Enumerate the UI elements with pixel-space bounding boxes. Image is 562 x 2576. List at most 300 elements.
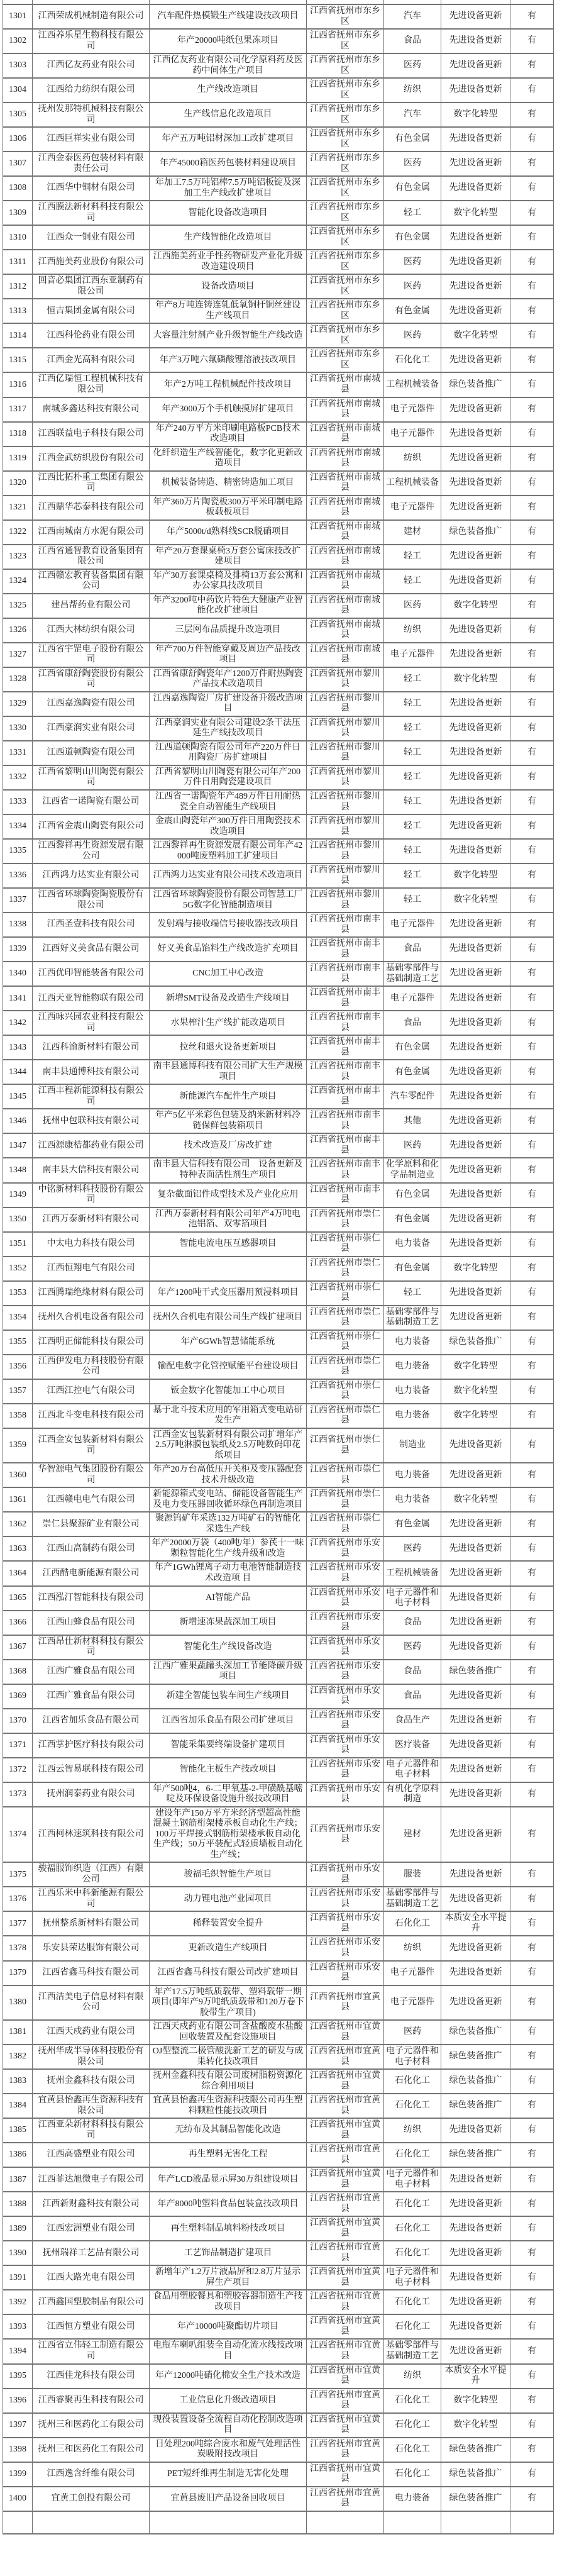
location-cell: 江西省抚州市乐安县: [307, 1684, 384, 1709]
table-row: [3, 692, 554, 716]
project-name-cell: 生产线智能化改造项目: [150, 225, 307, 250]
table-row: [3, 2167, 554, 2192]
company-name-cell: 骏福服饰织造（江西）有限公司: [33, 1862, 150, 1887]
industry-cell: 轻工: [384, 1281, 441, 1306]
equipped-flag-cell: 有: [510, 2167, 554, 2192]
table-row: [3, 127, 554, 152]
industry-cell: 有色金属: [384, 1183, 441, 1208]
project-name-cell: 日处理200吨综合废水和废气处理活性炭吸附技改项目: [150, 2438, 307, 2462]
equipped-flag-cell: 有: [510, 2192, 554, 2216]
table-row: [3, 274, 554, 299]
company-name-cell: 江西大路光电有限公司: [33, 2265, 150, 2290]
industry-cell: 电力装备: [384, 1232, 441, 1257]
company-name-cell: 抚州三和医药化工有限公司: [33, 2413, 150, 2438]
table-row-partial-top: [3, 0, 554, 4]
company-name-cell: 南丰县通博科技有限公司: [33, 1060, 150, 1084]
company-name-cell: 江西南城南方水泥有限公司: [33, 520, 150, 545]
company-name-cell: 江西道顿陶瓷有限公司: [33, 741, 150, 765]
industry-cell: 轻工: [384, 888, 441, 913]
project-name-cell: 金震山陶瓷年产300万件日用陶瓷技术改造项目: [150, 814, 307, 839]
table-row: [3, 1733, 554, 1758]
table-row: [3, 1035, 554, 1060]
project-name-cell: 年产17.5万吨纸质载带、塑料载带一期项目(即年产9万吨纸质载带和120万卷下胶带生产项目): [150, 1985, 307, 2021]
upgrade-category-cell: 先进设备更新: [441, 839, 510, 863]
row-number-cell: 1337: [3, 888, 33, 913]
equipped-flag-cell: 有: [510, 422, 554, 447]
equipped-flag-cell: 有: [510, 1281, 554, 1306]
row-number-cell: 1318: [3, 422, 33, 447]
location-cell: 江西省抚州市崇仁县: [307, 1330, 384, 1355]
industry-cell: 有色金属: [384, 1035, 441, 1060]
upgrade-category-cell: 先进设备更新: [441, 152, 510, 176]
company-name-cell: 江西山高制药有限公司: [33, 1536, 150, 1561]
table-row: [3, 618, 554, 643]
industry-cell: 电力装备: [384, 1487, 441, 1512]
table-row: [3, 2143, 554, 2167]
industry-cell: 电子元器件和电子材料: [384, 2265, 441, 2290]
upgrade-category-cell: 先进设备更新: [441, 643, 510, 667]
row-number-cell: 1341: [3, 986, 33, 1011]
table-row: [3, 1379, 554, 1404]
row-number-cell: 1306: [3, 127, 33, 152]
table-row: [3, 2094, 554, 2118]
upgrade-category-cell: 数字化转型: [441, 2389, 510, 2413]
equipped-flag-cell: 有: [510, 790, 554, 814]
row-number-cell: 1399: [3, 2462, 33, 2487]
project-name-cell: 宜黄县废旧产品设备回收项目: [150, 2487, 307, 2511]
company-name-cell: 抚州瑞祥工艺品有限公司: [33, 2241, 150, 2265]
table-cell-empty: [384, 0, 441, 4]
company-name-cell: 江西黎祥再生资源发展有限公司: [33, 839, 150, 863]
location-cell: 江西省抚州市宜黄县: [307, 2045, 384, 2069]
equipped-flag-cell: 有: [510, 2143, 554, 2167]
equipped-flag-cell: 有: [510, 2069, 554, 2094]
company-name-cell: 江西万泰新材料有限公司: [33, 1208, 150, 1232]
upgrade-category-cell: 先进设备更新: [441, 29, 510, 53]
table-row: [3, 1985, 554, 2021]
industry-cell: 轻工: [384, 741, 441, 765]
project-name-cell: 年产20万台高低压开关柜及变压器配套技术升级改造: [150, 1463, 307, 1487]
project-name-cell: 设备改造项目: [150, 274, 307, 299]
company-name-cell: 江西恒方塑业有限公司: [33, 2314, 150, 2339]
project-name-cell: 年产10000吨聚酯切片项目: [150, 2314, 307, 2339]
project-name-cell: 年产20万套课桌椅3万套公寓床技改扩建项目: [150, 545, 307, 569]
project-name-cell: 江西省康舒陶瓷年产1200万件耐热陶瓷产品技术改造项目: [150, 667, 307, 692]
company-name-cell: 回音必集团江西东亚制药有限公司: [33, 274, 150, 299]
upgrade-category-cell: 先进设备更新: [441, 1183, 510, 1208]
project-name-cell: CNC加工中心改造: [150, 962, 307, 986]
equipped-flag-cell: 有: [510, 1011, 554, 1035]
location-cell: 江西省抚州市南丰县: [307, 1133, 384, 1158]
upgrade-category-cell: 先进设备更新: [441, 2216, 510, 2241]
equipped-flag-cell: 有: [510, 839, 554, 863]
row-number-cell: 1356: [3, 1355, 33, 1379]
location-cell: 江西省抚州市南丰县: [307, 1060, 384, 1084]
row-number-cell: 1353: [3, 1281, 33, 1306]
company-name-cell: 崇仁县聚源矿业有限公司: [33, 1512, 150, 1536]
industry-cell: 石化化工: [384, 2462, 441, 2487]
upgrade-category-cell: 先进设备更新: [441, 1887, 510, 1911]
industry-cell: 电子元器件: [384, 422, 441, 447]
project-name-cell: 再生塑料无害化工程: [150, 2143, 307, 2167]
row-number-cell: 1344: [3, 1060, 33, 1084]
table-row: [3, 496, 554, 520]
table-row: [3, 1961, 554, 1985]
industry-cell: 基础零部件与基础制造工艺: [384, 962, 441, 986]
company-name-cell: 江西佳龙科技有限公司: [33, 2364, 150, 2389]
upgrade-category-cell: 先进设备更新: [441, 1985, 510, 2021]
company-name-cell: 江西鑫国塑胶制品有限公司: [33, 2290, 150, 2314]
company-name-cell: 江西施美药业股份有限公司: [33, 250, 150, 274]
location-cell: 江西省抚州市宜黄县: [307, 2339, 384, 2363]
equipped-flag-cell: 有: [510, 1330, 554, 1355]
company-name-cell: 江西宏洲塑业有限公司: [33, 2216, 150, 2241]
row-number-cell: 1365: [3, 1586, 33, 1611]
upgrade-category-cell: 先进设备更新: [441, 176, 510, 201]
project-name-cell: 智能采集要终端设备扩建项目: [150, 1733, 307, 1758]
table-row: [3, 176, 554, 201]
company-name-cell: 南丰县大信科技有限公司: [33, 1158, 150, 1182]
equipped-flag-cell: 有: [510, 496, 554, 520]
location-cell: 江西省抚州市东乡区: [307, 348, 384, 372]
equipped-flag-cell: 有: [510, 1961, 554, 1985]
upgrade-category-cell: 绿色装备推广: [441, 1660, 510, 1684]
equipped-flag-cell: 有: [510, 913, 554, 937]
equipped-flag-cell: 有: [510, 2045, 554, 2069]
project-name-cell: 新增年产1.2万片液晶屏和2.8万片显示屏生产项目: [150, 2265, 307, 2290]
industry-cell: 轻工: [384, 716, 441, 741]
location-cell: 江西省抚州市宜黄县: [307, 2413, 384, 2438]
location-cell: 江西省抚州市乐安县: [307, 1660, 384, 1684]
equipped-flag-cell: 有: [510, 1807, 554, 1863]
table-row: [3, 1281, 554, 1306]
table-row: [3, 1133, 554, 1158]
location-cell: 江西省抚州市东乡区: [307, 225, 384, 250]
company-name-cell: 抚州润泰药业有限公司: [33, 1782, 150, 1807]
row-number-cell: 1348: [3, 1158, 33, 1182]
equipped-flag-cell: 有: [510, 1684, 554, 1709]
upgrade-category-cell: 先进设备更新: [441, 2118, 510, 2143]
table-cell-empty: [441, 2511, 510, 2534]
location-cell: 江西省抚州市宜黄县: [307, 2364, 384, 2389]
company-name-cell: 江西省宇罡电子股份有限公司: [33, 643, 150, 667]
industry-cell: 有色金属: [384, 127, 441, 152]
industry-cell: 电子元器件和电子材料: [384, 2045, 441, 2069]
equipped-flag-cell: 有: [510, 2241, 554, 2265]
industry-cell: 石化化工: [384, 2438, 441, 2462]
location-cell: 江西省抚州市宜黄县: [307, 2216, 384, 2241]
company-name-cell: 江西养乐星生物科技有限公司: [33, 29, 150, 53]
company-name-cell: 乐安县荣达服饰有限公司: [33, 1936, 150, 1960]
company-name-cell: 江西金泰医药包装材料有限责任公司: [33, 152, 150, 176]
project-name-cell: 复杂截面铝件成型技术及产业化应用: [150, 1183, 307, 1208]
table-row: [3, 1428, 554, 1463]
table-row: [3, 2020, 554, 2045]
company-name-cell: 江西大林纺织有限公司: [33, 618, 150, 643]
project-name-cell: 江西黎祥再生资源发展有限公司年产42000吨废塑料加工扩建项目: [150, 839, 307, 863]
equipped-flag-cell: 有: [510, 1257, 554, 1281]
equipped-flag-cell: 有: [510, 4, 554, 29]
project-name-cell: 年产3万吨六氟磷酸锂溶液技改项目: [150, 348, 307, 372]
project-name-cell: 好义美食品馅料生产线改造扩充项目: [150, 937, 307, 962]
row-number-cell: 1392: [3, 2290, 33, 2314]
table-row: [3, 1512, 554, 1536]
project-name-cell: 智能化主板生产技改项目: [150, 1758, 307, 1782]
table-row: [3, 1911, 554, 1936]
upgrade-category-cell: 先进设备更新: [441, 348, 510, 372]
industry-cell: 医药: [384, 250, 441, 274]
location-cell: 江西省抚州市宜黄县: [307, 2192, 384, 2216]
equipped-flag-cell: 有: [510, 594, 554, 618]
industry-cell: 电子元器件: [384, 986, 441, 1011]
equipped-flag-cell: 有: [510, 1232, 554, 1257]
row-number-cell: 1377: [3, 1911, 33, 1936]
table-cell-empty: [307, 0, 384, 4]
industry-cell: 建材: [384, 1807, 441, 1863]
table-row: [3, 53, 554, 78]
location-cell: 江西省抚州市南城县: [307, 447, 384, 471]
row-number-cell: 1387: [3, 2167, 33, 2192]
company-name-cell: 江西赣宏教育装备集团有限公司: [33, 569, 150, 594]
company-name-cell: 江西华中铜材有限公司: [33, 176, 150, 201]
upgrade-category-cell: 先进设备更新: [441, 496, 510, 520]
company-name-cell: 江西腾瑞绝缘材料有限公司: [33, 1281, 150, 1306]
row-number-cell: 1380: [3, 1985, 33, 2021]
row-number-cell: 1361: [3, 1487, 33, 1512]
company-name-cell: 宜黄工创投有限公司: [33, 2487, 150, 2511]
company-name-cell: 江西泓汀智能科技有限公司: [33, 1586, 150, 1611]
company-name-cell: 恒吉集团金属有限公司: [33, 299, 150, 323]
company-name-cell: 江西省加乐食品有限公司: [33, 1709, 150, 1733]
table-row: [3, 1084, 554, 1109]
table-cell-empty: [3, 2511, 33, 2534]
row-number-cell: 1345: [3, 1084, 33, 1109]
project-name-cell: 江西道顿陶瓷有限公司年产220万件日用陶瓷厂房扩建项目: [150, 741, 307, 765]
company-name-cell: 江西高盛塑业有限公司: [33, 2143, 150, 2167]
table-row: [3, 888, 554, 913]
row-number-cell: 1331: [3, 741, 33, 765]
equipped-flag-cell: 有: [510, 274, 554, 299]
table-row: [3, 2241, 554, 2265]
equipped-flag-cell: 有: [510, 1487, 554, 1512]
industry-cell: 有色金属: [384, 299, 441, 323]
row-number-cell: 1326: [3, 618, 33, 643]
location-cell: 江西省抚州市黎川县: [307, 814, 384, 839]
project-name-cell: 无纺布及其制品智能化改造: [150, 2118, 307, 2143]
row-number-cell: 1373: [3, 1782, 33, 1807]
location-cell: 江西省抚州市南城县: [307, 520, 384, 545]
company-name-cell: 江西睿聚再生科技有限公司: [33, 2389, 150, 2413]
upgrade-category-cell: 先进设备更新: [441, 1133, 510, 1158]
equipped-flag-cell: 有: [510, 888, 554, 913]
industry-cell: 电子元器件: [384, 1985, 441, 2021]
row-number-cell: 1359: [3, 1428, 33, 1463]
upgrade-category-cell: 绿色装备推广: [441, 2438, 510, 2462]
industry-cell: 食品: [384, 1660, 441, 1684]
industry-cell: 建材: [384, 520, 441, 545]
upgrade-category-cell: 绿色装备推广: [441, 520, 510, 545]
project-name-cell: 年产5000t/d熟料线SCR脱硝项目: [150, 520, 307, 545]
location-cell: 江西省抚州市南城县: [307, 422, 384, 447]
industry-cell: 纺织: [384, 1936, 441, 1960]
upgrade-category-cell: 先进设备更新: [441, 1709, 510, 1733]
location-cell: 江西省抚州市黎川县: [307, 692, 384, 716]
equipped-flag-cell: 有: [510, 1084, 554, 1109]
table-row: [3, 2118, 554, 2143]
table-row: [3, 1355, 554, 1379]
equipped-flag-cell: 有: [510, 1936, 554, 1960]
industry-cell: 石化化工: [384, 2241, 441, 2265]
industry-cell: 医药: [384, 1635, 441, 1660]
industry-cell: 电力装备: [384, 1463, 441, 1487]
location-cell: 江西省抚州市宜黄县: [307, 1985, 384, 2021]
table-row: [3, 2462, 554, 2487]
equipped-flag-cell: 有: [510, 471, 554, 496]
project-name-cell: 江西天戍药业有限公司含盐酸废水盐酸回收装置及配套设施项目: [150, 2020, 307, 2045]
row-number-cell: 1350: [3, 1208, 33, 1232]
equipped-flag-cell: 有: [510, 545, 554, 569]
location-cell: 江西省抚州市乐安县: [307, 1561, 384, 1585]
industry-cell: 医疗装备: [384, 1733, 441, 1758]
table-cell-empty: [510, 0, 554, 4]
table-cell-empty: [384, 2511, 441, 2534]
project-name-cell: 年产360万片陶瓷板300万平米印制电路板载板项目: [150, 496, 307, 520]
upgrade-category-cell: 先进设备更新: [441, 814, 510, 839]
industry-cell: 制造业: [384, 1428, 441, 1463]
industry-cell: 轻工: [384, 692, 441, 716]
company-name-cell: 中铭新材料科技股份有限公司: [33, 1183, 150, 1208]
equipped-flag-cell: 有: [510, 1733, 554, 1758]
project-name-cell: 新建全智能包装车间生产线项目: [150, 1684, 307, 1709]
equipped-flag-cell: 有: [510, 250, 554, 274]
project-name-cell: 食品用塑胶餐具和塑胶容器制造生产技改项目: [150, 2290, 307, 2314]
table-row: [3, 2045, 554, 2069]
table-cell-empty: [441, 0, 510, 4]
upgrade-category-cell: 先进设备更新: [441, 741, 510, 765]
table-row: [3, 2364, 554, 2389]
row-number-cell: 1375: [3, 1862, 33, 1887]
company-name-cell: 抚州久合机电设备有限公司: [33, 1306, 150, 1330]
company-name-cell: 江西圣壹科技有限公司: [33, 913, 150, 937]
industry-cell: 纺织: [384, 618, 441, 643]
equipped-flag-cell: 有: [510, 1758, 554, 1782]
table-row: [3, 29, 554, 53]
industry-cell: 医药: [384, 323, 441, 348]
equipped-flag-cell: 有: [510, 962, 554, 986]
equipped-flag-cell: 有: [510, 1463, 554, 1487]
company-name-cell: 江西酷电新能源有限公司: [33, 1561, 150, 1585]
upgrade-category-cell: 先进设备更新: [441, 2339, 510, 2363]
company-name-cell: 江西广雅食品有限公司: [33, 1684, 150, 1709]
company-name-cell: 江西丰程新能源科技有限公司: [33, 1084, 150, 1109]
location-cell: 江西省抚州市崇仁县: [307, 1428, 384, 1463]
industry-cell: 纺织: [384, 447, 441, 471]
location-cell: 江西省抚州市乐安县: [307, 1635, 384, 1660]
project-name-cell: 年产3200吨中药饮片特色大健康产业智能化改扩建项目: [150, 594, 307, 618]
table-row: [3, 1862, 554, 1887]
table-row: [3, 2314, 554, 2339]
row-number-cell: 1363: [3, 1536, 33, 1561]
location-cell: 江西省抚州市宜黄县: [307, 2265, 384, 2290]
project-name-cell: 生产线改造项目: [150, 78, 307, 103]
upgrade-category-cell: 数字化转型: [441, 201, 510, 225]
industry-cell: 电力装备: [384, 1379, 441, 1404]
row-number-cell: 1320: [3, 471, 33, 496]
table-row: [3, 323, 554, 348]
upgrade-category-cell: 数字化转型: [441, 667, 510, 692]
project-name-cell: 钣金数字化智能加工中心项目: [150, 1379, 307, 1404]
project-name-cell: 年产20000万袋（400吨/年）参芪十一味颗粒智能化生产线升级和改造: [150, 1536, 307, 1561]
row-number-cell: 1371: [3, 1733, 33, 1758]
company-name-cell: 江西给力纺织有限公司: [33, 78, 150, 103]
upgrade-category-cell: 先进设备更新: [441, 1684, 510, 1709]
equipped-flag-cell: 有: [510, 569, 554, 594]
industry-cell: 轻工: [384, 569, 441, 594]
upgrade-category-cell: 先进设备更新: [441, 2314, 510, 2339]
project-name-cell: 年产45000箱医药包装材料建设项目: [150, 152, 307, 176]
location-cell: 江西省抚州市崇仁县: [307, 1379, 384, 1404]
upgrade-category-cell: 先进设备更新: [441, 1758, 510, 1782]
location-cell: 江西省抚州市乐安县: [307, 1758, 384, 1782]
upgrade-category-cell: 先进设备更新: [441, 1306, 510, 1330]
company-name-cell: 江西联益电子科技有限公司: [33, 422, 150, 447]
industry-cell: 电子元器件: [384, 496, 441, 520]
industry-cell: 有色金属: [384, 176, 441, 201]
industry-cell: 石化化工: [384, 2192, 441, 2216]
equipped-flag-cell: 有: [510, 1158, 554, 1182]
project-name-cell: 江西施美药业手性药物研发产业化升级改造建设项目: [150, 250, 307, 274]
industry-cell: 汽车: [384, 4, 441, 29]
location-cell: 江西省抚州市东乡区: [307, 201, 384, 225]
table-row: [3, 201, 554, 225]
equipped-flag-cell: 有: [510, 667, 554, 692]
location-cell: 江西省抚州市宜黄县: [307, 2143, 384, 2167]
project-name-cell: 抚州金鑫科技有限公司废树脂粉资源化综合利用项目: [150, 2069, 307, 2094]
equipped-flag-cell: 有: [510, 937, 554, 962]
upgrade-category-cell: 先进设备更新: [441, 1536, 510, 1561]
company-name-cell: 江西鸿力达实业有限公司: [33, 863, 150, 888]
row-number-cell: 1388: [3, 2192, 33, 2216]
upgrade-category-cell: 先进设备更新: [441, 1463, 510, 1487]
industry-cell: 基础零部件与基础制造工艺: [384, 1887, 441, 1911]
row-number-cell: 1396: [3, 2389, 33, 2413]
upgrade-category-cell: 先进设备更新: [441, 299, 510, 323]
project-name-cell: 南丰县通博科技有限公司扩大生产规模项目: [150, 1060, 307, 1084]
company-name-cell: 江西亿友药业有限公司: [33, 53, 150, 78]
upgrade-category-cell: 数字化转型: [441, 594, 510, 618]
upgrade-category-cell: 绿色装备推广: [441, 2069, 510, 2094]
industry-cell: 轻工: [384, 201, 441, 225]
industry-cell: 电子元器件: [384, 1961, 441, 1985]
upgrade-category-cell: 绿色装备推广: [441, 2045, 510, 2069]
industry-cell: 工程机械装备: [384, 471, 441, 496]
company-name-cell: 江西洁美电子信息材料有限公司: [33, 1985, 150, 2021]
project-name-cell: 工艺饰品制造扩建项目: [150, 2241, 307, 2265]
industry-cell: 纺织: [384, 2364, 441, 2389]
upgrade-category-cell: 先进设备更新: [441, 1782, 510, 1807]
upgrade-category-cell: 绿色装备推广: [441, 2143, 510, 2167]
location-cell: 江西省抚州市黎川县: [307, 765, 384, 790]
upgrade-category-cell: 绿色装备推广: [441, 2020, 510, 2045]
project-name-cell: 江西省鑫马科技有限公司改扩建项目: [150, 1961, 307, 1985]
company-name-cell: 建昌帮药业有限公司: [33, 594, 150, 618]
row-number-cell: 1340: [3, 962, 33, 986]
row-number-cell: 1305: [3, 103, 33, 127]
row-number-cell: 1394: [3, 2339, 33, 2363]
row-number-cell: 1385: [3, 2118, 33, 2143]
equipped-flag-cell: 有: [510, 2413, 554, 2438]
location-cell: 江西省抚州市南丰县: [307, 913, 384, 937]
